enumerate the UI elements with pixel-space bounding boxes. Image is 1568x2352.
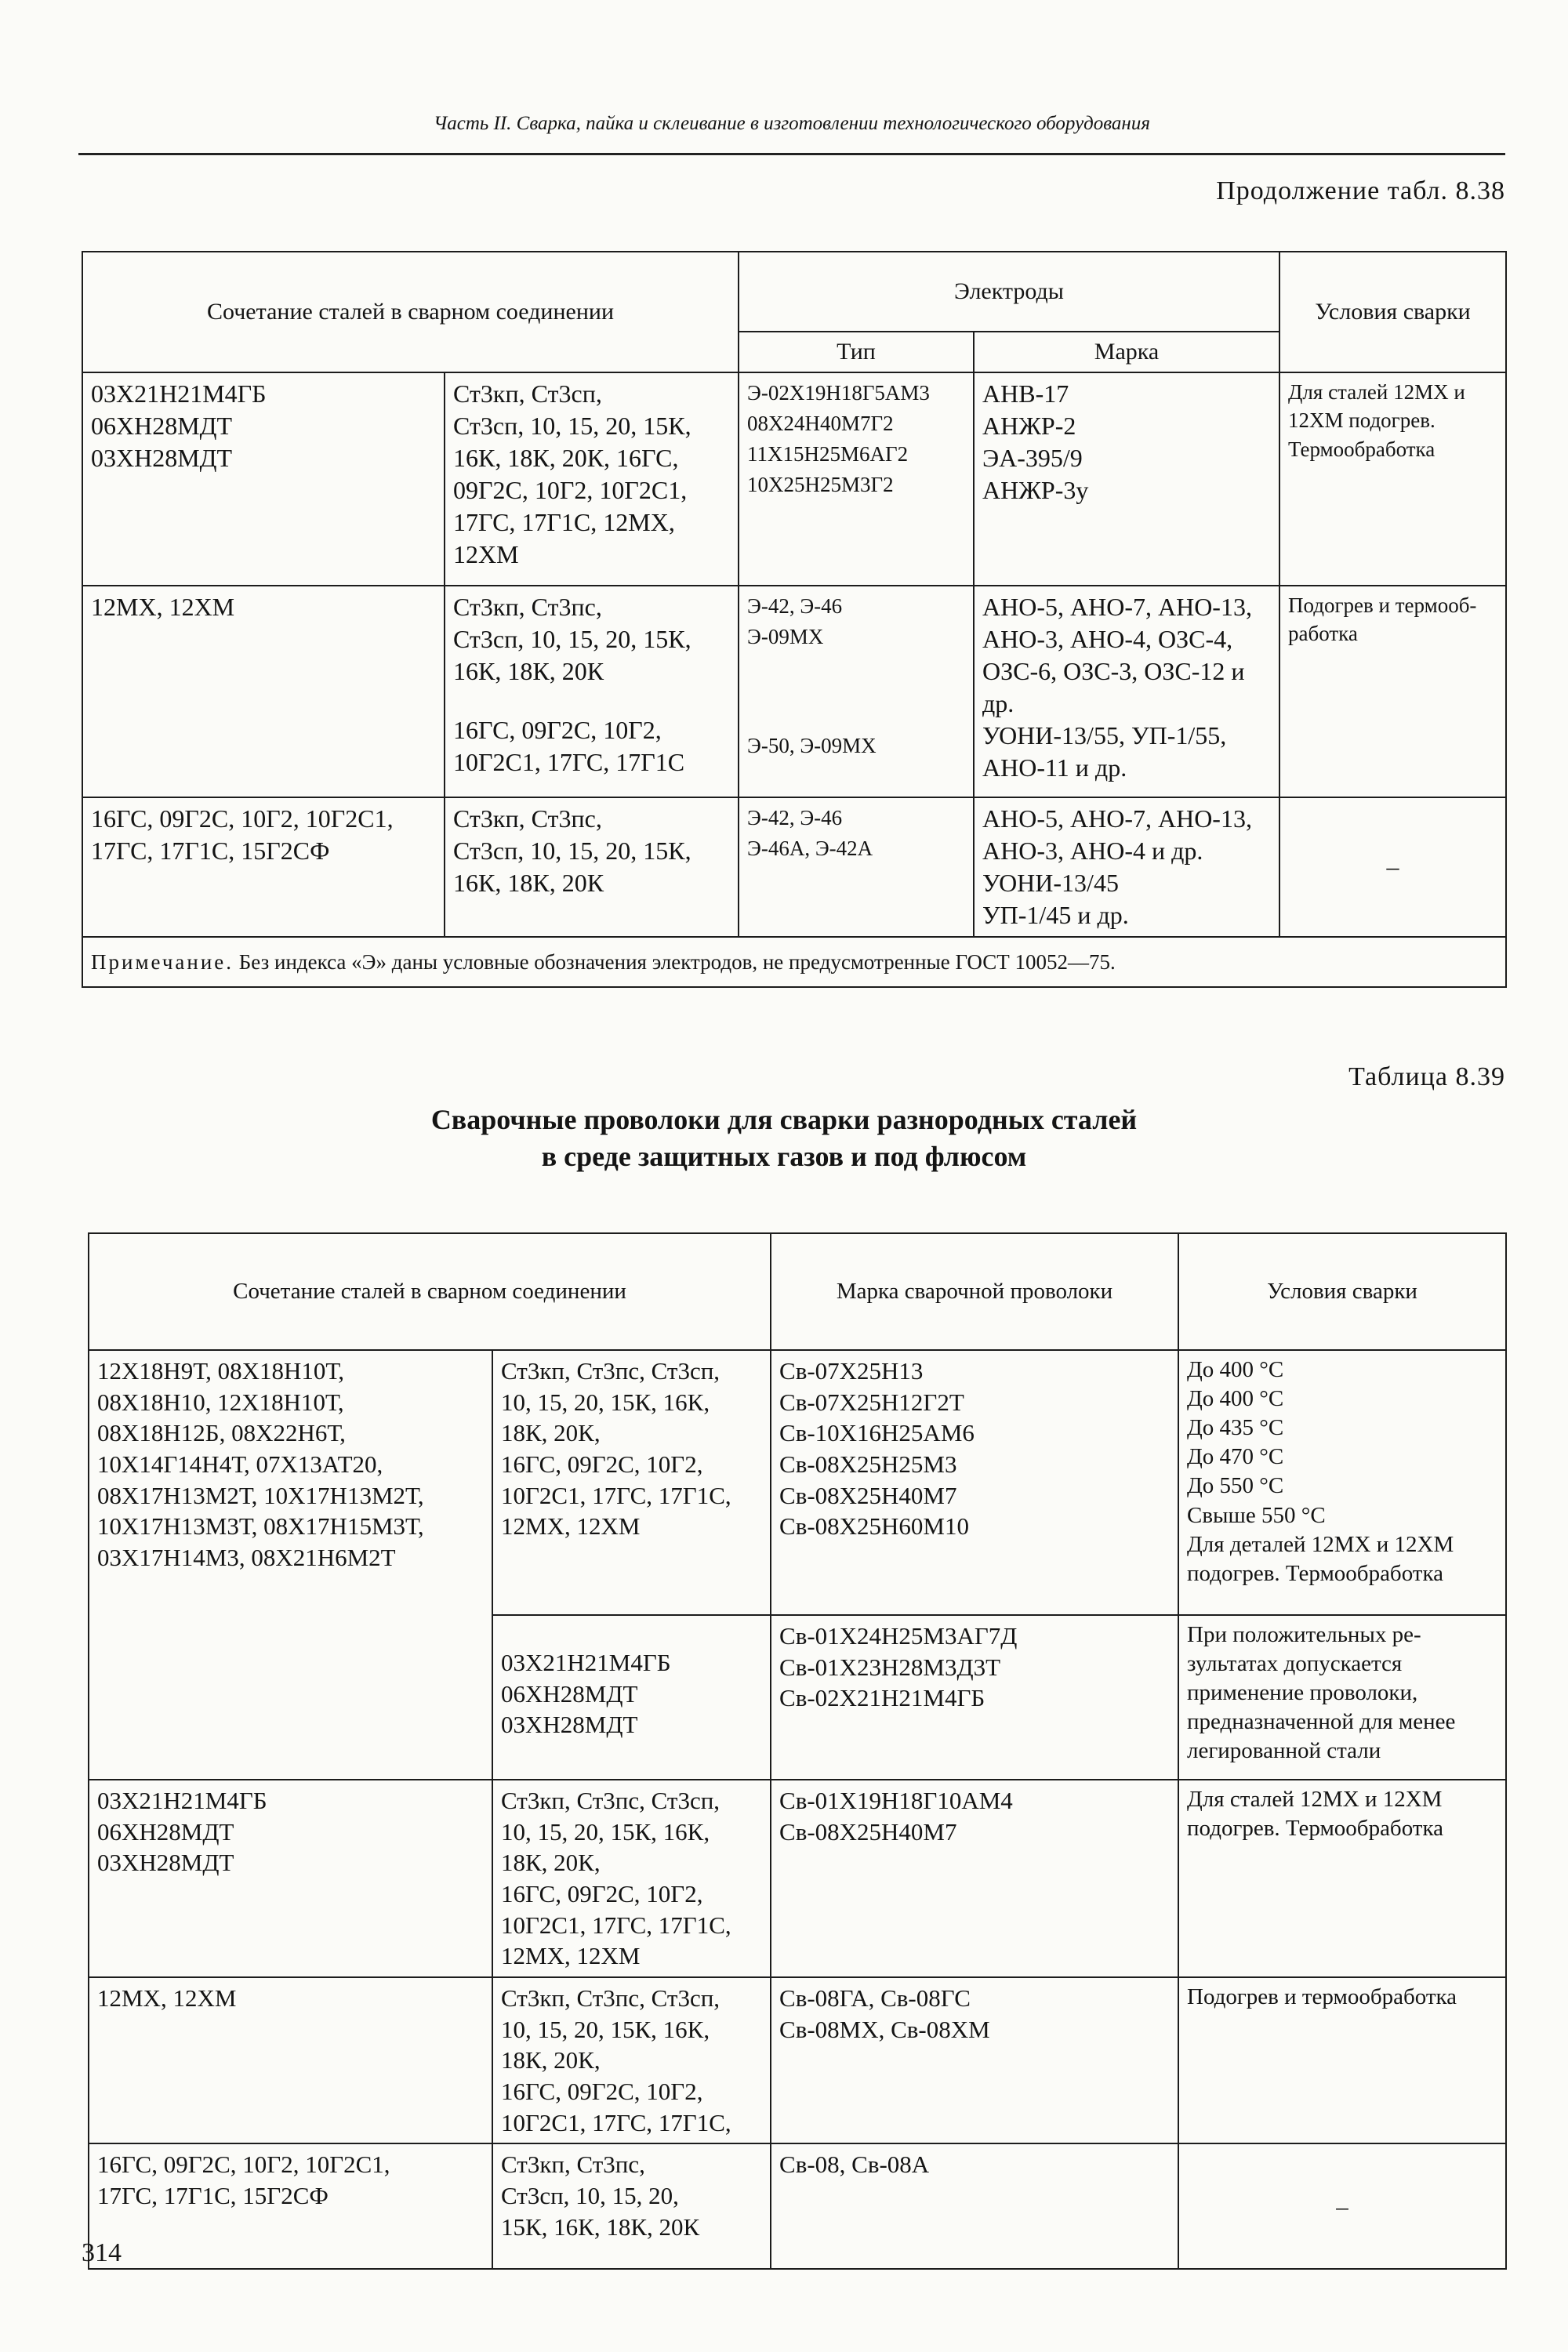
- cell-line: Св-01Х19Н18Г10АМ4: [779, 1787, 1013, 1814]
- cell-line: АНЖР-3у: [982, 475, 1089, 504]
- cell-line: При положительных ре-: [1187, 1622, 1421, 1647]
- cell-line: 12ХМ подогрев.: [1288, 408, 1436, 433]
- cell-line: 12МХ, 12ХМ: [501, 1512, 641, 1541]
- cell-line: 16ГС, 09Г2С, 10Г2, 10Г2С1,: [97, 2151, 390, 2179]
- cell-line: Для сталей 12МХ и: [1288, 380, 1465, 404]
- cell-line: Э-46А, Э-42А: [747, 837, 873, 861]
- cell-line: Э-42, Э-46: [747, 594, 843, 618]
- cell-line: Св-08Х25Н60М10: [779, 1512, 969, 1541]
- table-row: [89, 1780, 1506, 1977]
- table1-r0-brands: [974, 372, 1279, 586]
- cell-line: ОЗС-6, ОЗС-3, ОЗС-12 и: [982, 656, 1245, 685]
- cell-line: работка: [1288, 622, 1358, 646]
- table1-r0-types: [739, 372, 974, 586]
- table2-r2-steel-b: [492, 1780, 771, 1977]
- table1-header-conditions: Условия сварки: [1279, 252, 1506, 372]
- cell-line: Св-08ГА, Св-08ГС: [779, 1984, 971, 2013]
- table-row: [82, 586, 1506, 797]
- cell-line: 03Х21Н21М4ГБ: [91, 379, 267, 408]
- cell-line: 18К, 20К,: [501, 1849, 601, 1877]
- cell-line: Св-08Х25Н40М7: [779, 1817, 957, 1846]
- table1-r1-types: [739, 586, 974, 797]
- cell-line: Термообработка: [1288, 437, 1436, 461]
- cell-line: Свыше 550 °С: [1187, 1502, 1326, 1528]
- table2-r2-steel-a: [89, 1780, 492, 1977]
- cell-line: ЭА-395/9: [982, 443, 1083, 472]
- cell-line: 10, 15, 20, 15К, 16К,: [501, 2015, 710, 2043]
- table1-header-combination: Сочетание сталей в сварном соединении: [82, 252, 739, 372]
- cell-line: Сварочные проволоки для сварки разнородных сталей: [430, 1104, 1138, 1135]
- table2-r4-steel-a: [89, 2143, 492, 2269]
- cell-line: Св-01Х23Н28М3Д3Т: [779, 1653, 1001, 1681]
- table1-header-electrodes: Электроды: [739, 252, 1279, 332]
- table2-r4-conditions: [1178, 2143, 1506, 2269]
- cell-line: применение проволоки,: [1187, 1680, 1418, 1706]
- table2-r0-wires: [771, 1350, 1178, 1615]
- running-header: Часть II. Сварка, пайка и склеивание в изготовлении технологического оборудования: [434, 113, 1150, 134]
- table1-header-brand: Марка: [974, 332, 1279, 372]
- table2-r2-conditions: [1178, 1780, 1506, 1977]
- table1-r1-steel-b-group2: [453, 714, 730, 779]
- table1-r0-steel-b: [445, 372, 739, 586]
- cell-line: Ст3сп, 10, 15, 20,: [501, 2182, 679, 2210]
- cell-line: 10Х17Н13М3Т, 08Х17Н15М3Т,: [97, 1512, 424, 1541]
- cell-line: Ст3сп, 10, 15, 20, 15К,: [453, 836, 691, 865]
- table1-r0-conditions: [1279, 372, 1506, 586]
- table-row: [89, 1350, 1506, 1615]
- cell-line: 18К, 20К,: [501, 2046, 601, 2074]
- cell-line: 08Х17Н13М2Т, 10Х17Н13М2Т,: [97, 1481, 424, 1509]
- table1-header-row-1: [82, 252, 1506, 332]
- cell-line: 06ХН28МДТ: [91, 411, 233, 440]
- cell-line: Ст3кп, Ст3сп,: [453, 379, 602, 408]
- cell-line: Св-08Х25Н40М7: [779, 1481, 957, 1509]
- cell-line: –: [1386, 852, 1399, 881]
- table2-header-combination: Сочетание сталей в сварном соединении: [89, 1233, 771, 1350]
- table1-r1-types-group2: [747, 731, 965, 761]
- cell-line: Э-02Х19Н18Г5АМ3: [747, 381, 930, 405]
- cell-line: Ст3кп, Ст3пс,: [453, 593, 602, 621]
- table1-r2-steel-b: [445, 797, 739, 937]
- continuation-label: Продолжение табл. 8.38: [1216, 176, 1505, 205]
- cell-line: 10Г2С1, 17ГС, 17Г1С,: [501, 1481, 731, 1509]
- cell-line: АНО-3, АНО-4, ОЗС-4,: [982, 624, 1233, 653]
- cell-line: 17ГС, 17Г1С, 15Г2СФ: [97, 2182, 328, 2210]
- cell-line: 17ГС, 17Г1С, 12МХ,: [453, 507, 675, 536]
- table2-r1-conditions: [1178, 1615, 1506, 1780]
- table2-r3-steel-b: [492, 1977, 771, 2143]
- cell-line: 03Х17Н14М3, 08Х21Н6М2Т: [97, 1544, 396, 1572]
- cell-line: Ст3кп, Ст3пс,: [501, 2151, 645, 2179]
- table2-r3-steel-a: [89, 1977, 492, 2143]
- cell-line: 18К, 20К,: [501, 1419, 601, 1447]
- table1-r1-brands: [974, 586, 1279, 797]
- table2-header-row: [89, 1233, 1506, 1350]
- cell-line: АНО-11 и др.: [982, 753, 1127, 782]
- table-8-38-continuation: [82, 251, 1507, 988]
- cell-line: 16ГС, 09Г2С, 10Г2,: [501, 2078, 703, 2106]
- cell-line: 08Х24Н40М7Г2: [747, 412, 894, 436]
- cell-line: 03Х21Н21М4ГБ: [501, 1649, 671, 1676]
- table2-r0-conditions: [1178, 1350, 1506, 1615]
- table1-r2-steel-a: [82, 797, 445, 937]
- table2-r1-steel-b: [492, 1615, 771, 1780]
- cell-line: 12Х18Н9Т, 08Х18Н10Т,: [97, 1357, 344, 1385]
- cell-line: 10Г2С1, 17ГС, 17Г1С,: [501, 2108, 731, 2136]
- table-8-39-label: Таблица 8.39: [1348, 1062, 1505, 1091]
- cell-line: Св-02Х21Н21М4ГБ: [779, 1684, 985, 1712]
- table2-r4-wires: [771, 2143, 1178, 2269]
- cell-line: Ст3кп, Ст3пс,: [453, 804, 602, 833]
- cell-line: 08Х18Н12Б, 08Х22Н6Т,: [97, 1419, 346, 1447]
- cell-line: 10Г2С1, 17ГС, 17Г1С,: [501, 1911, 731, 1939]
- cell-line: 03ХН28МДТ: [91, 443, 233, 472]
- cell-line: Ст3кп, Ст3пс, Ст3сп,: [501, 1357, 720, 1385]
- table2-r4-steel-b: [492, 2143, 771, 2269]
- table1-note: [82, 937, 1506, 988]
- cell-line: УОНИ-13/55, УП-1/55,: [982, 720, 1227, 750]
- cell-line: Для сталей 12МХ и 12ХМ: [1187, 1787, 1443, 1812]
- cell-line: Св-07Х25Н13: [779, 1357, 924, 1385]
- cell-line: Подогрев и термооб-: [1288, 593, 1477, 617]
- note-label: Примечание.: [91, 949, 234, 974]
- cell-line: 16ГС, 09Г2С, 10Г2,: [453, 715, 662, 744]
- cell-line: 03Х21Н21М4ГБ: [97, 1787, 267, 1814]
- cell-line: Ст3сп, 10, 15, 20, 15К,: [453, 411, 691, 440]
- cell-line: 16ГС, 09Г2С, 10Г2, 10Г2С1,: [91, 804, 394, 833]
- table2-r1-wires: [771, 1615, 1178, 1780]
- table1-r1-conditions: [1279, 586, 1506, 797]
- cell-line: подогрев. Термообработка: [1187, 1816, 1444, 1842]
- cell-line: Для деталей 12МХ и 12ХМ: [1187, 1531, 1454, 1557]
- cell-line: 06ХН28МДТ: [501, 1679, 638, 1708]
- cell-line: 10Х14Г14Н4Т, 07Х13АТ20,: [97, 1450, 383, 1479]
- table2-r2-wires: [771, 1780, 1178, 1977]
- table-row: [89, 1977, 1506, 2143]
- cell-line: Св-08, Св-08А: [779, 2151, 930, 2179]
- cell-line: 11Х15Н25М6АГ2: [747, 442, 909, 466]
- cell-line: АНО-3, АНО-4 и др.: [982, 836, 1203, 865]
- page-number: 314: [82, 2238, 122, 2267]
- cell-line: 16К, 18К, 20К: [453, 868, 604, 897]
- cell-line: До 400 °С: [1187, 1386, 1284, 1412]
- cell-line: 16ГС, 09Г2С, 10Г2,: [501, 1880, 703, 1908]
- table2-r0-steel-b: [492, 1350, 771, 1615]
- table-8-39-title: [235, 1102, 1333, 1175]
- note-text: Без индекса «Э» даны условные обозначения электродов, не предусмотренные ГОСТ 10052—75.: [238, 949, 1116, 974]
- cell-line: 10Г2С1, 17ГС, 17Г1С: [453, 747, 685, 776]
- table1-r1-steel-a: [82, 586, 445, 797]
- cell-line: АНО-5, АНО-7, АНО-13,: [982, 804, 1252, 833]
- cell-line: –: [1336, 2192, 1348, 2220]
- cell-line: зультатах допускается: [1187, 1651, 1403, 1677]
- cell-line: подогрев. Термообработка: [1187, 1560, 1444, 1586]
- cell-line: 03ХН28МДТ: [501, 1711, 638, 1739]
- cell-line: АНВ-17: [982, 379, 1069, 408]
- cell-line: в среде защитных газов и под флюсом: [541, 1140, 1027, 1172]
- table1-note-row: [82, 937, 1506, 988]
- cell-line: 10Х25Н25М3Г2: [747, 473, 894, 497]
- cell-line: Св-07Х25Н12Г2Т: [779, 1388, 964, 1416]
- cell-line: Ст3кп, Ст3пс, Ст3сп,: [501, 1787, 720, 1814]
- table2-r3-conditions: [1178, 1977, 1506, 2143]
- cell-line: 17ГС, 17Г1С, 15Г2СФ: [91, 836, 330, 865]
- cell-line: До 435 °С: [1187, 1415, 1284, 1441]
- cell-line: УП-1/45 и др.: [982, 900, 1129, 929]
- cell-line: легированной стали: [1187, 1738, 1381, 1764]
- cell-line: 16ГС, 09Г2С, 10Г2,: [501, 1450, 703, 1479]
- table1-r1-steel-b-group1: [453, 591, 730, 688]
- table-8-39: [88, 1232, 1507, 2270]
- table2-r0-steel-a: [89, 1350, 492, 1780]
- table1-r1-types-group1: [747, 591, 965, 652]
- table1-r1-steel-b: [445, 586, 739, 797]
- cell-line: До 400 °С: [1187, 1357, 1284, 1382]
- table1-header-type: Тип: [739, 332, 974, 372]
- table-row: [82, 372, 1506, 586]
- cell-line: Св-10Х16Н25АМ6: [779, 1419, 975, 1447]
- cell-line: 12МХ, 12ХМ: [97, 1984, 237, 2013]
- cell-line: Э-09МХ: [747, 625, 824, 649]
- cell-line: Св-08МХ, Св-08ХМ: [779, 2015, 990, 2043]
- cell-line: 12ХМ: [453, 539, 519, 568]
- cell-line: УОНИ-13/45: [982, 868, 1119, 897]
- table1-r2-conditions: [1279, 797, 1506, 937]
- cell-line: 16К, 18К, 20К, 16ГС,: [453, 443, 679, 472]
- header-rule: [78, 153, 1505, 155]
- cell-line: Подогрев и термообработка: [1187, 1984, 1457, 2010]
- table-row: [82, 797, 1506, 937]
- table1-r0-steel-a: [82, 372, 445, 586]
- cell-line: 10, 15, 20, 15К, 16К,: [501, 1817, 710, 1846]
- cell-line: Ст3кп, Ст3пс, Ст3сп,: [501, 1984, 720, 2013]
- cell-line: 09Г2С, 10Г2, 10Г2С1,: [453, 475, 688, 504]
- cell-line: Св-01Х24Н25М3АГ7Д: [779, 1622, 1018, 1650]
- cell-line: др.: [982, 688, 1014, 717]
- cell-line: Э-42, Э-46: [747, 806, 843, 829]
- cell-line: Э-50, Э-09МХ: [747, 734, 877, 758]
- table1-r2-types: [739, 797, 974, 937]
- cell-line: 16К, 18К, 20К: [453, 656, 604, 685]
- cell-line: Ст3сп, 10, 15, 20, 15К,: [453, 624, 691, 653]
- cell-line: Св-08Х25Н25М3: [779, 1450, 957, 1479]
- cell-line: 03ХН28МДТ: [97, 1849, 234, 1877]
- cell-line: 15К, 16К, 18К, 20К: [501, 2212, 700, 2241]
- table2-header-conditions: Условия сварки: [1178, 1233, 1506, 1350]
- cell-line: 06ХН28МДТ: [97, 1817, 234, 1846]
- cell-line: АНЖР-2: [982, 411, 1076, 440]
- cell-line: 08Х18Н10, 12Х18Н10Т,: [97, 1388, 344, 1416]
- cell-line: 12МХ, 12ХМ: [91, 593, 235, 621]
- cell-line: До 550 °С: [1187, 1473, 1284, 1499]
- table-row: [89, 2143, 1506, 2269]
- table2-r3-wires: [771, 1977, 1178, 2143]
- table2-header-wire: Марка сварочной проволоки: [771, 1233, 1178, 1350]
- cell-line: 12МХ, 12ХМ: [501, 1942, 641, 1970]
- cell-line: 10, 15, 20, 15К, 16К,: [501, 1388, 710, 1416]
- table1-r2-brands: [974, 797, 1279, 937]
- cell-line: АНО-5, АНО-7, АНО-13,: [982, 593, 1252, 621]
- cell-line: До 470 °С: [1187, 1444, 1284, 1470]
- cell-line: предназначенной для менее: [1187, 1709, 1456, 1735]
